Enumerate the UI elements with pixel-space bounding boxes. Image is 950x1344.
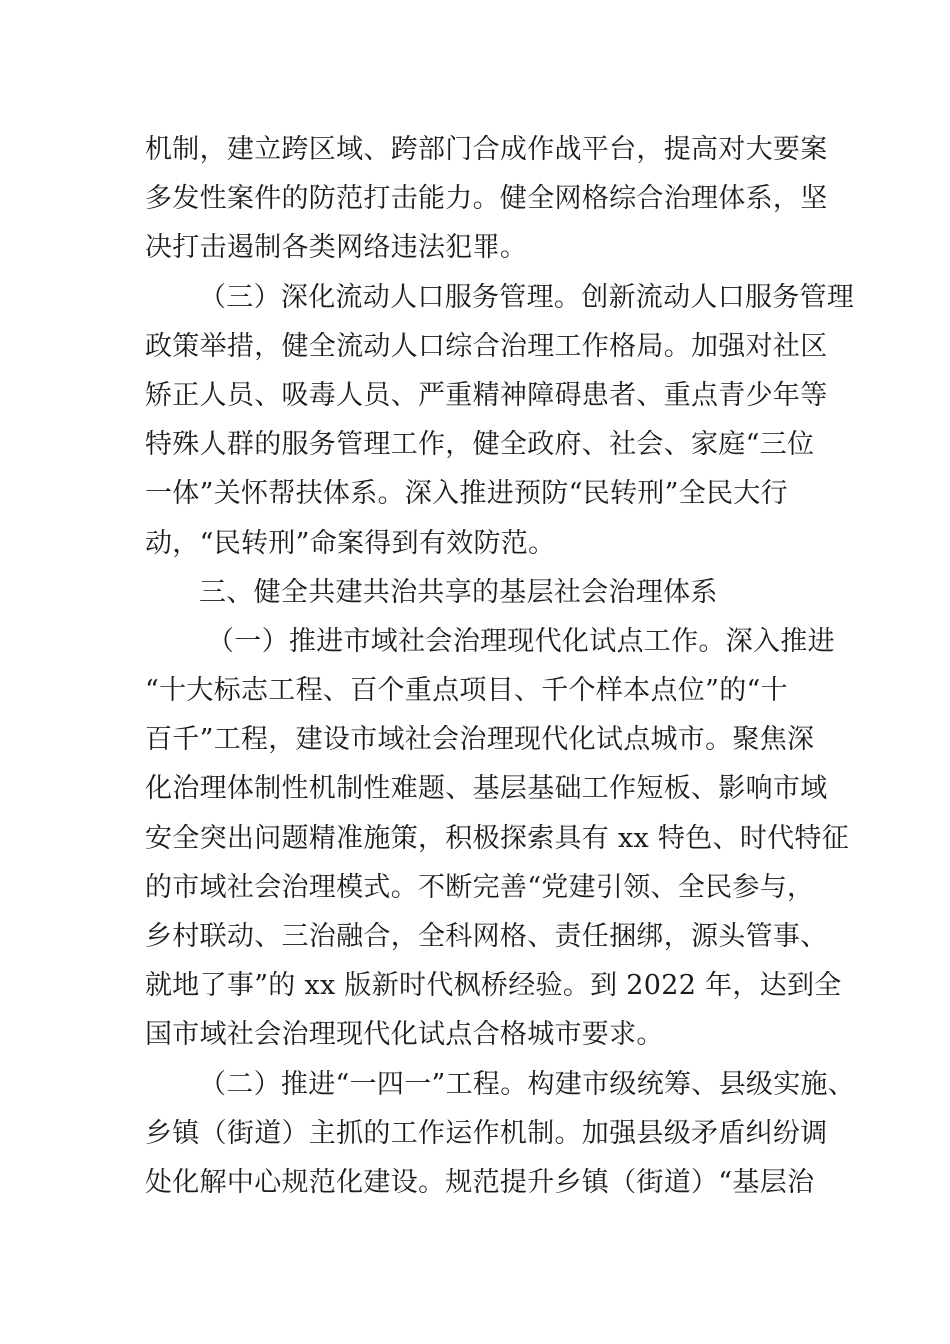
paragraph-line: 百千”工程，建设市域社会治理现代化试点城市。聚焦深	[145, 724, 815, 756]
paragraph-line: 决打击遏制各类网络违法犯罪。	[145, 232, 528, 264]
paragraph-line: 一体”关怀帮扶体系。深入推进预防“民转刑”全民大行	[145, 478, 788, 510]
section-heading-1: （一）推进市域社会治理现代化试点工作。深入推进	[207, 625, 835, 657]
paragraph-line: 多发性案件的防范打击能力。健全网格综合治理体系，坚	[145, 183, 828, 215]
paragraph-line: 化治理体制性机制性难题、基层基础工作短板、影响市域	[145, 773, 828, 805]
paragraph-line: 处化解中心规范化建设。规范提升乡镇（街道）“基层治	[145, 1166, 815, 1198]
paragraph-line: 政策举措，健全流动人口综合治理工作格局。加强对社区	[145, 330, 828, 362]
paragraph-line: 矫正人员、吸毒人员、严重精神障碍患者、重点青少年等	[145, 379, 828, 411]
paragraph-line: 国市域社会治理现代化试点合格城市要求。	[145, 1019, 664, 1051]
paragraph-line: 动，“民转刑”命案得到有效防范。	[145, 527, 556, 559]
paragraph-line: 乡村联动、三治融合，全科网格、责任捆绑，源头管事、	[145, 921, 828, 952]
document-body	[145, 125, 856, 1207]
paragraph-line: 安全突出问题精准施策，积极探索具有 xx 特色、时代特征	[145, 822, 850, 854]
section-heading-2: （二）推进“一四一”工程。构建市级统筹、县级实施、	[199, 1068, 856, 1100]
chapter-heading: 三、健全共建共治共享的基层社会治理体系	[199, 576, 718, 608]
section-heading-3: （三）深化流动人口服务管理。创新流动人口服务管理	[199, 281, 855, 313]
paragraph-line: “十大标志工程、百个重点项目、千个样本点位”的“十	[145, 675, 788, 707]
paragraph-line: 乡镇（街道）主抓的工作运作机制。加强县级矛盾纠纷调	[145, 1117, 828, 1149]
paragraph-line: 就地了事”的 xx 版新时代枫桥经验。到 2022 年，达到全	[145, 970, 842, 1002]
paragraph-line: 特殊人群的服务管理工作，健全政府、社会、家庭“三位	[145, 429, 815, 461]
paragraph-line: 机制，建立跨区域、跨部门合成作战平台，提高对大要案	[145, 134, 828, 165]
paragraph-line: 的市域社会治理模式。不断完善“党建引领、全民参与，	[145, 871, 815, 903]
